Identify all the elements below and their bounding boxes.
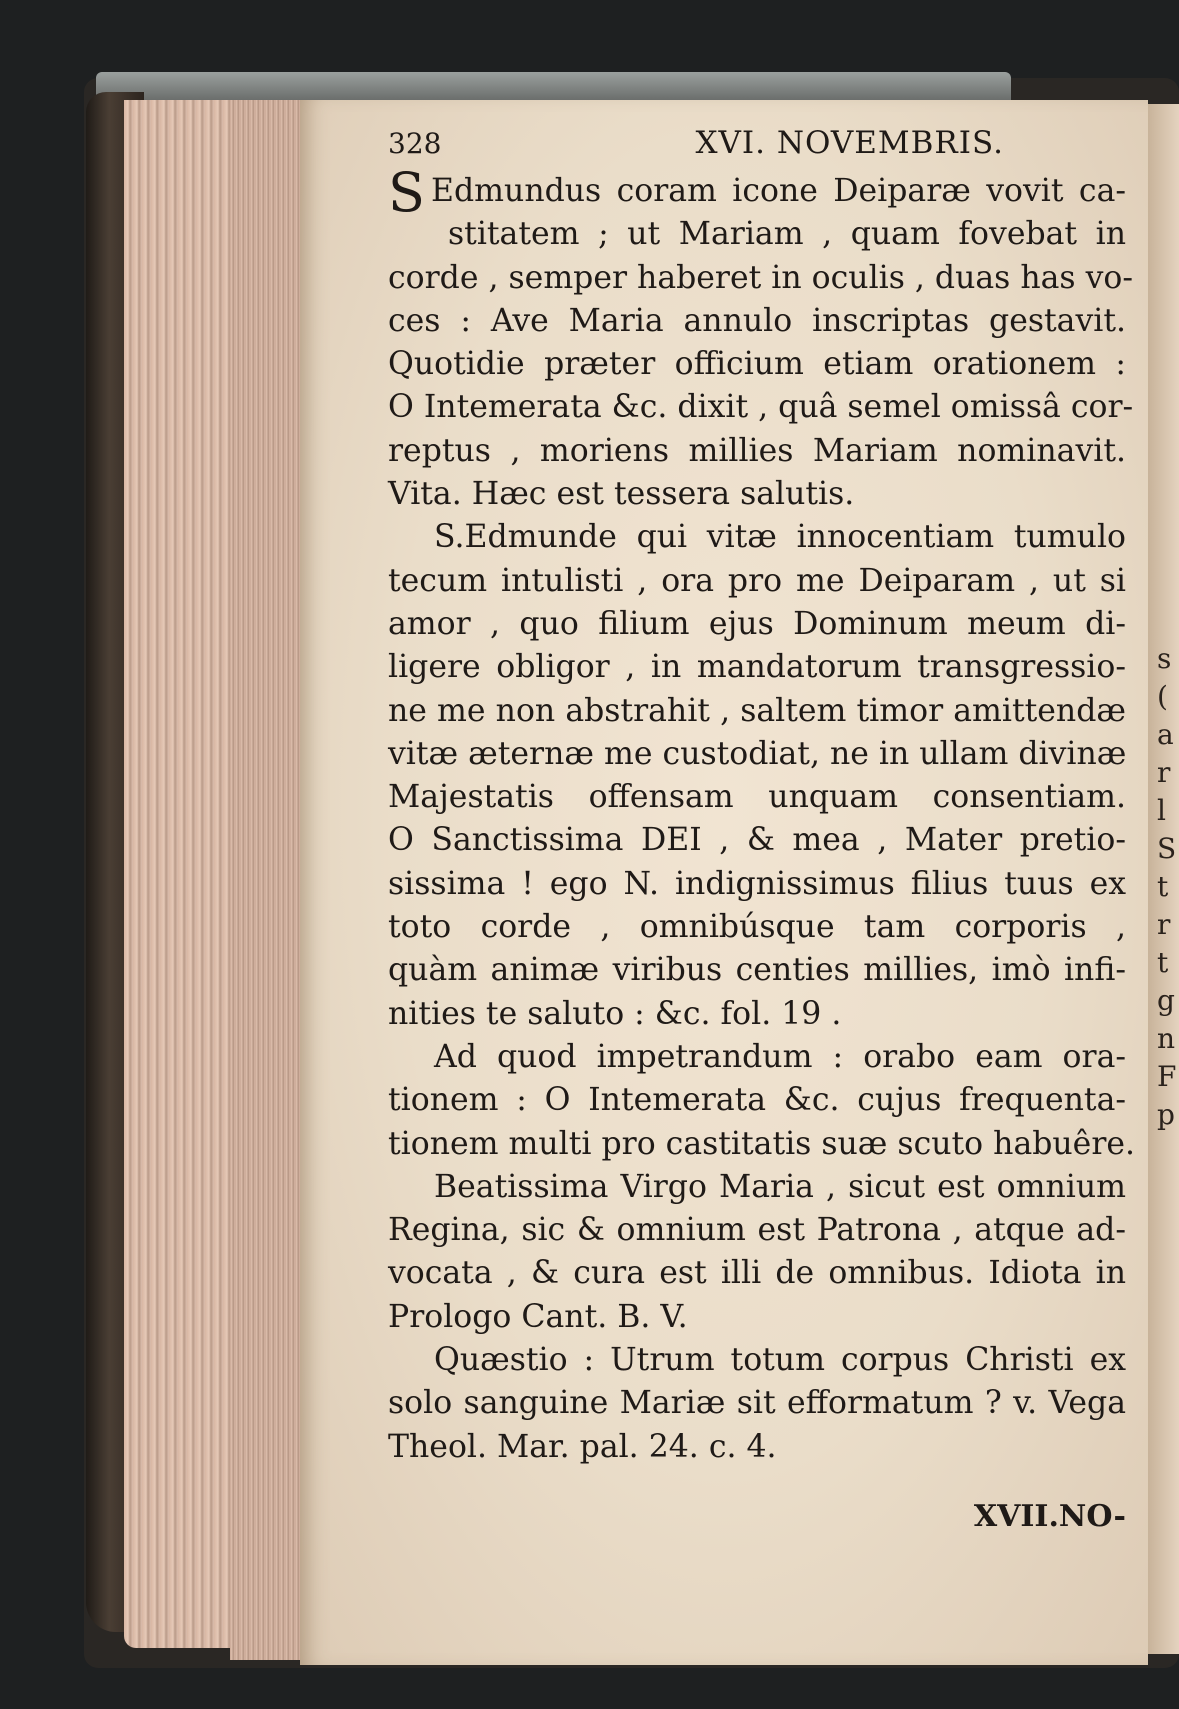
text-line: solo sanguine Mariæ sit efformatum ? v. Vega xyxy=(388,1385,1126,1422)
page-text xyxy=(388,122,1136,1538)
facing-page-letter: a xyxy=(1157,718,1174,751)
text-line: ne me non abstrahit , saltem timor amittendæ xyxy=(388,692,1126,729)
facing-page-letter: ( xyxy=(1157,680,1168,713)
text-line: Majestatis offensam unquam consentiam. xyxy=(388,779,1126,816)
text-line: Prologo Cant. B. V. xyxy=(388,1298,688,1335)
text-line: O Intemerata &c. dixit , quâ semel omissâ cor- xyxy=(388,389,1134,426)
text-line: vocata , & cura est illi de omnibus. Idiota in xyxy=(388,1255,1126,1292)
facing-page-letter: t xyxy=(1157,870,1169,903)
facing-page-letter: s xyxy=(1157,642,1172,675)
text-line: stitatem ; ut Mariam , quam fovebat in xyxy=(448,216,1126,253)
text-line: amor , quo filium ejus Dominum meum di- xyxy=(388,605,1126,642)
text-line: toto corde , omnibúsque tam corporis , xyxy=(388,909,1126,946)
facing-page-fragment xyxy=(1157,640,1179,1540)
text-line: Quotidie præter officium etiam orationem : xyxy=(388,346,1126,383)
text-line: Beatissima Virgo Maria , sicut est omnium xyxy=(434,1168,1126,1205)
text-line: tionem multi pro castitatis suæ scuto habuêre. xyxy=(388,1125,1136,1162)
text-line: Edmundus coram icone Deiparæ vovit ca- xyxy=(431,173,1126,209)
page-number: 328 xyxy=(388,127,442,160)
text-line: corde , semper haberet in oculis , duas has vo- xyxy=(388,259,1133,296)
first-line xyxy=(388,161,1126,225)
facing-page-letter: r xyxy=(1157,756,1171,789)
text-line: tecum intulisti , ora pro me Deiparam , ut si xyxy=(388,562,1126,599)
catchword: XVII.NO- xyxy=(973,1498,1126,1534)
facing-page-letter: S xyxy=(1157,832,1177,865)
text-line: quàm animæ viribus centies millies, imò infi- xyxy=(388,952,1126,989)
facing-page-letter: p xyxy=(1157,1098,1175,1131)
facing-page-letter: l xyxy=(1157,794,1166,827)
text-line: Vita. Hæc est tessera salutis. xyxy=(388,476,855,513)
drop-capital: S xyxy=(388,161,425,225)
text-line: Regina, sic & omnium est Patrona , atque ad- xyxy=(388,1212,1126,1249)
text-line: ligere obligor , in mandatorum transgressio- xyxy=(388,649,1126,686)
text-line: O Sanctissima DEI , & mea , Mater pretio- xyxy=(388,822,1126,859)
facing-page-letter: r xyxy=(1157,908,1171,941)
text-line: Theol. Mar. pal. 24. c. 4. xyxy=(388,1428,777,1465)
text-line: nities te saluto : &c. fol. 19 . xyxy=(388,995,842,1032)
text-line: vitæ æternæ me custodiat, ne in ullam divinæ xyxy=(388,735,1127,772)
text-line: Quæstio : Utrum totum corpus Christi ex xyxy=(434,1342,1126,1379)
text-line: S.Edmunde qui vitæ innocentiam tumulo xyxy=(434,519,1126,556)
facing-page-letter: F xyxy=(1157,1060,1177,1093)
text-line: reptus , moriens millies Mariam nominavit. xyxy=(388,432,1126,469)
text-line: tionem : O Intemerata &c. cujus frequenta- xyxy=(388,1082,1126,1119)
text-line: ces : Ave Maria annulo inscriptas gestavit. xyxy=(388,302,1126,339)
running-head: XVI. NOVEMBRIS. xyxy=(695,125,1004,161)
text-line: sissima ! ego N. indignissimus filius tuus ex xyxy=(388,865,1126,902)
text-line: Ad quod impetrandum : orabo eam ora- xyxy=(434,1038,1126,1075)
facing-page-letter: t xyxy=(1157,946,1169,979)
facing-page-letter: n xyxy=(1157,1022,1176,1055)
page-edges-inner xyxy=(230,100,306,1660)
page-header xyxy=(388,122,1126,170)
facing-page-letter: g xyxy=(1157,984,1175,1017)
